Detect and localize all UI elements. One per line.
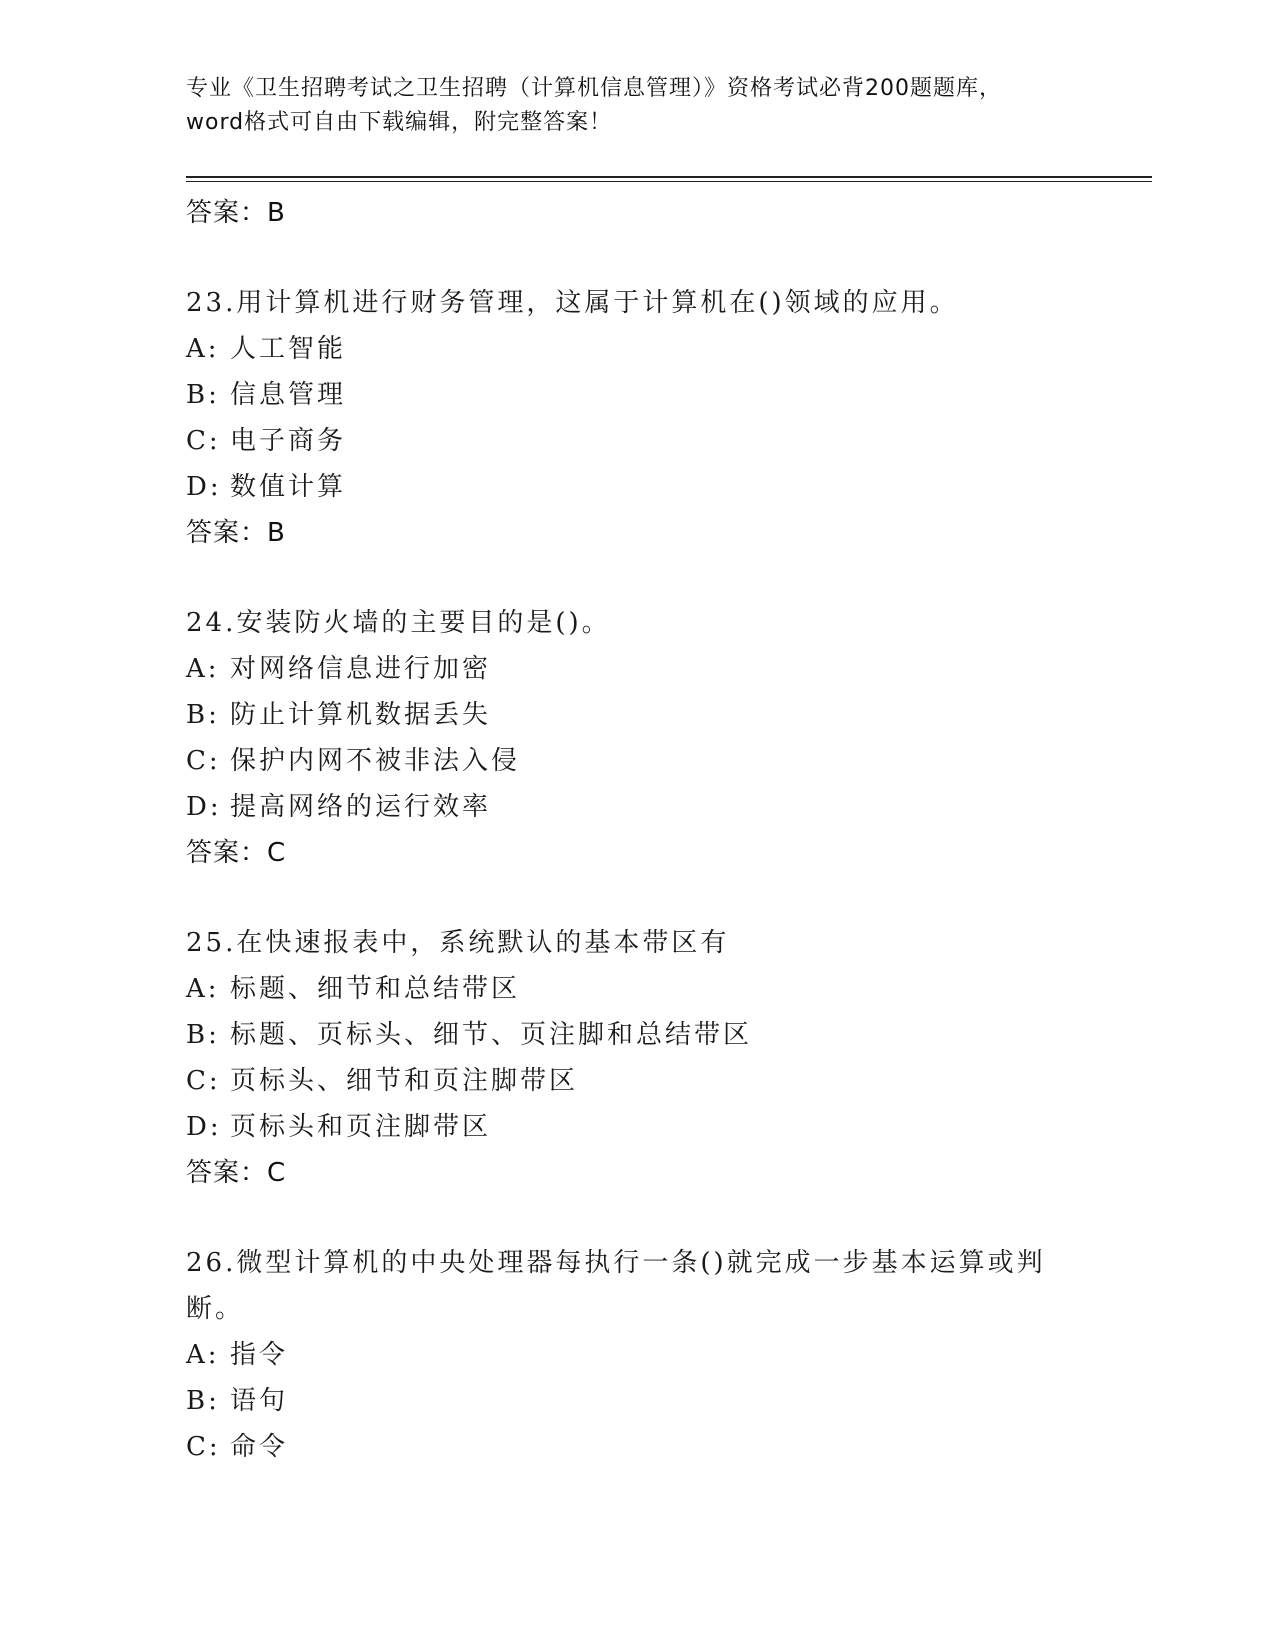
- question-item: [186, 920, 1152, 1196]
- option-text: 命令: [230, 1432, 289, 1462]
- option-a: [186, 1332, 1152, 1378]
- option-key: C:: [186, 1432, 221, 1462]
- option-text: 标题、细节和总结带区: [230, 974, 521, 1004]
- option-c: [186, 418, 1152, 464]
- question-item: [186, 1240, 1152, 1470]
- option-key: D:: [186, 1112, 222, 1142]
- option-c: [186, 738, 1152, 784]
- answer-line: 答案：C: [186, 838, 287, 868]
- option-text: 电子商务: [230, 426, 347, 456]
- option-text: 保护内网不被非法入侵: [230, 746, 521, 776]
- header-divider-thick: [186, 176, 1152, 178]
- option-key: C:: [186, 426, 221, 456]
- question-item: [186, 280, 1152, 556]
- option-c: [186, 1058, 1152, 1104]
- option-key: B:: [186, 700, 220, 730]
- header-line-1: 专业《卫生招聘考试之卫生招聘（计算机信息管理）》资格考试必背200题题库，: [186, 76, 1002, 101]
- option-d: [186, 784, 1152, 830]
- option-key: B:: [186, 1386, 220, 1416]
- option-key: A:: [186, 974, 220, 1004]
- option-text: 对网络信息进行加密: [230, 654, 492, 684]
- option-key: A:: [186, 334, 220, 364]
- answer-line: 答案：B: [186, 198, 286, 228]
- option-text: 提高网络的运行效率: [230, 792, 492, 822]
- option-key: D:: [186, 792, 222, 822]
- option-a: [186, 646, 1152, 692]
- option-b: [186, 1012, 1152, 1058]
- option-b: [186, 1378, 1152, 1424]
- option-key: C:: [186, 746, 221, 776]
- option-text: 防止计算机数据丢失: [230, 700, 492, 730]
- question-text: 24.安装防火墙的主要目的是()。: [186, 608, 611, 638]
- option-b: [186, 372, 1152, 418]
- option-text: 标题、页标头、细节、页注脚和总结带区: [230, 1020, 753, 1050]
- option-b: [186, 692, 1152, 738]
- answer-line: 答案：C: [186, 1158, 287, 1188]
- option-d: [186, 1104, 1152, 1150]
- option-c: [186, 1424, 1152, 1470]
- option-key: A:: [186, 1340, 220, 1370]
- question-text: 26.微型计算机的中央处理器每执行一条()就完成一步基本运算或判断。: [186, 1248, 1046, 1324]
- question-text: 25.在快速报表中，系统默认的基本带区有: [186, 928, 730, 958]
- option-text: 指令: [230, 1340, 289, 1370]
- header-divider-thin: [186, 181, 1152, 182]
- question-list: [186, 190, 1152, 1470]
- option-key: A:: [186, 654, 220, 684]
- question-text: 23.用计算机进行财务管理，这属于计算机在()领域的应用。: [186, 288, 959, 318]
- option-text: 语句: [230, 1386, 289, 1416]
- header-line-2: word格式可自由下载编辑，附完整答案！: [186, 110, 613, 135]
- option-text: 数值计算: [230, 472, 347, 502]
- option-text: 页标头和页注脚带区: [230, 1112, 492, 1142]
- option-d: [186, 464, 1152, 510]
- option-key: D:: [186, 472, 222, 502]
- option-a: [186, 326, 1152, 372]
- option-a: [186, 966, 1152, 1012]
- option-key: B:: [186, 1020, 220, 1050]
- option-key: C:: [186, 1066, 221, 1096]
- option-key: B:: [186, 380, 220, 410]
- question-item: [186, 600, 1152, 876]
- document-header: [186, 72, 1086, 140]
- option-text: 人工智能: [230, 334, 347, 364]
- option-text: 页标头、细节和页注脚带区: [230, 1066, 579, 1096]
- answer-line: 答案：B: [186, 518, 286, 548]
- option-text: 信息管理: [230, 380, 347, 410]
